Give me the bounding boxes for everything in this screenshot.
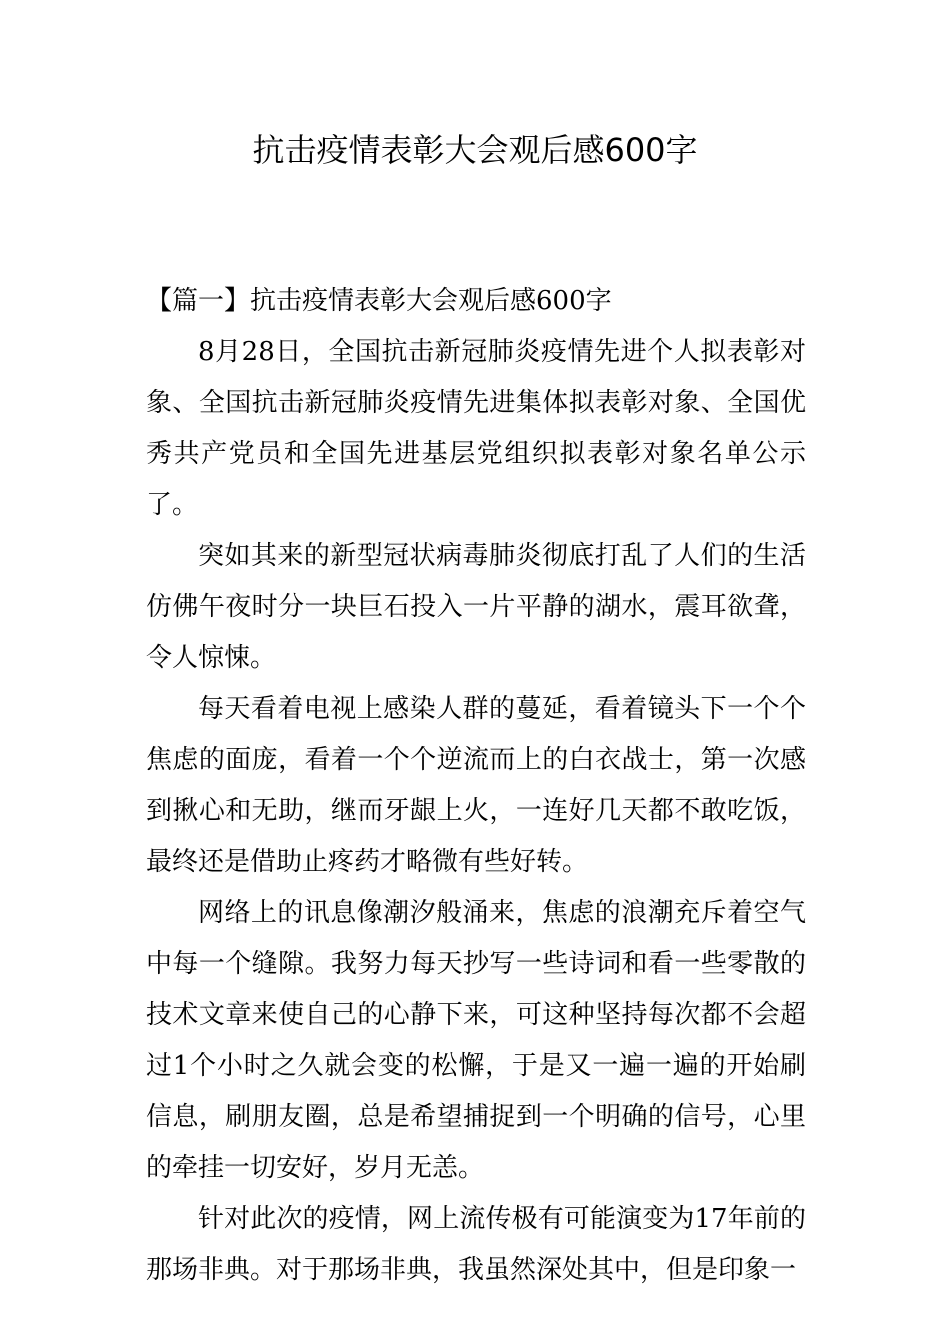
- document-body: [146, 276, 806, 1296]
- paragraph: 针对此次的疫情，网上流传极有可能演变为17年前的那场非典。对于那场非典，我虽然深处其中，但是印象一: [146, 1204, 806, 1285]
- paragraph: 8月28日，全国抗击新冠肺炎疫情先进个人拟表彰对象、全国抗击新冠肺炎疫情先进集体拟表彰对象、全国优秀共产党员和全国先进基层党组织拟表彰对象名单公示了。: [146, 337, 806, 520]
- paragraph: 突如其来的新型冠状病毒肺炎彻底打乱了人们的生活仿佛午夜时分一块巨石投入一片平静的湖水，震耳欲聋，令人惊悚。: [146, 541, 806, 673]
- paragraph: 网络上的讯息像潮汐般涌来，焦虑的浪潮充斥着空气中每一个缝隙。我努力每天抄写一些诗词和看一些零散的技术文章来使自己的心静下来，可这种坚持每次都不会超过1个小时之久就会变的松懈，于是又一遍一遍的开始刷信息，刷朋友圈，总是希望捕捉到一个明确的信号，心里的牵挂一切安好，岁月无恙。: [146, 898, 806, 1183]
- section-heading: 【篇一】抗击疫情表彰大会观后感600字: [146, 286, 612, 316]
- document-title: 抗击疫情表彰大会观后感600字: [252, 131, 698, 169]
- paragraph: 每天看着电视上感染人群的蔓延，看着镜头下一个个焦虑的面庞，看着一个个逆流而上的白衣战士，第一次感到揪心和无助，继而牙龈上火，一连好几天都不敢吃饭，最终还是借助止疼药才略微有些好转。: [146, 694, 806, 877]
